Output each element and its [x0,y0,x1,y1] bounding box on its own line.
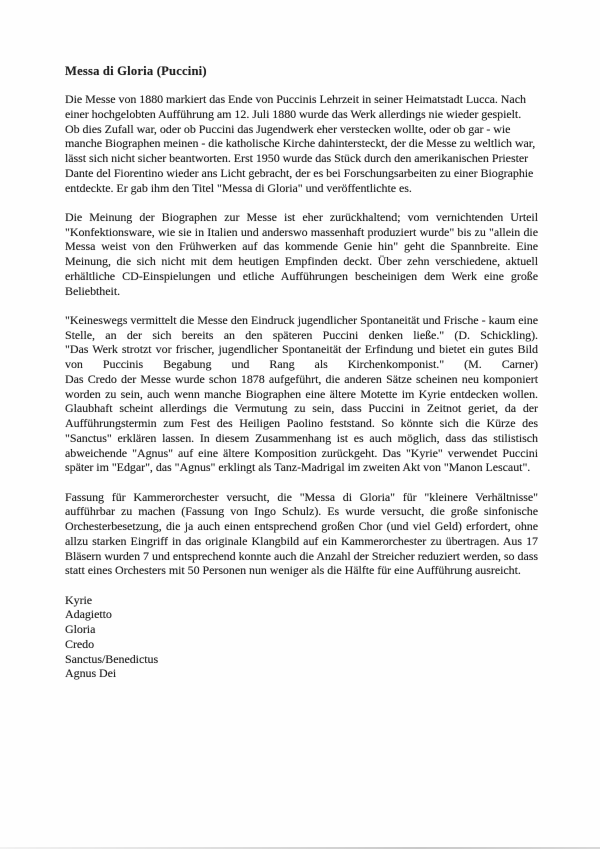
movement-list-item-gloria: Gloria [65,622,96,636]
paragraph-chamber-orchestra-version: Fassung für Kammerorchester versucht, die "Messa di Gloria" für "kleinere Verhältnisse" aufführbar zu machen (Fassung von Ingo Schulz). Es wurde versucht, die große sinfonische Orchesterbesetzung, die ja auch einen entsprechend großen Chor (und viel Geld) erfordert, ohne allzu starken Eingriff in das originale Klangbild auf ein Kammerorchester zu übertragen. Aus 17 Bläsern wurden 7 und entsprechend konnte auch die Anzahl der Streicher reduziert werden, so dass statt eines Orchesters mit 50 Personen nun weniger als die Hälfte für eine Aufführung ausreicht. [65,489,538,578]
movement-list-item-adagietto: Adagietto [65,607,112,622]
document-title: Messa di Gloria (Puccini) [65,64,207,78]
paragraph-history-1880: Die Messe von 1880 markiert das Ende von Puccinis Lehrzeit in seiner Heimatstadt Lucca. Nach einer hochgelobten Aufführung am 12. Juli 1880 wurde das Werk allerdings nie wieder gespielt. Ob dies Zufall war, oder ob Puccini das Jugendwerk eher verstecken wollte, oder ob gar - wie manche Biographen meinen - die katholische Kirche dahintersteckt, der die Messe zu weltlich war, lässt sich nicht sicher beantworten. Erst 1950 wurde das Stück durch den amerikanischen Priester Dante del Fiorentino wieder ans Licht gebracht, der es bei Forschungsarbeiten zu einer Biographie entdeckte. Er gab ihm den Titel "Messa di Gloria" und veröffentlichte es. [65,92,536,195]
movement-list-item-kyrie: Kyrie [65,592,93,607]
movement-list [65,593,538,682]
paragraph-quote-carner: "Das Werk strotzt vor frischer, jugendlicher Spontaneität der Erfindung und bietet ein gutes Bild von Puccinis Begabung und Rang als Kirchenkomponist." (M. Carner) [65,342,538,371]
movement-list-item-credo: Credo [65,636,95,651]
paragraph-biographers-opinion: Die Meinung der Biographen zur Messe ist eher zurückhaltend; vom vernichtenden Urteil "Konfektionsware, wie sie in Italien und anderswo massenhaft produziert wurde" bis zu "allein die Messa weist von den Frühwerken auf das kommende Genie hin" geht die Spannbreite. Eine Meinung, die sich nicht mit dem heutigen Empfinden deckt. Über zehn verschiedene, aktuell erhältliche CD-Einspielungen und etliche Aufführungen bescheinigen dem Werk eine große Beliebtheit. [65,209,538,298]
document-content [65,64,538,681]
movement-list-item-sanctus-benedictus: Sanctus/Benedictus [65,651,159,666]
paragraph-quote-schickling: "Keineswegs vermittelt die Messe den Eindruck jugendlicher Spontaneität und Frische - kaum eine Stelle, an der sich bereits an den späteren Puccini denken ließe." (D. Schickling). [65,312,538,342]
paragraph-credo-composition: Das Credo der Messe wurde schon 1878 aufgeführt, die anderen Sätze scheinen neu komponiert worden zu sein, auch wenn manche Biographen eine ältere Motette im Kyrie entdecken wollen. Glaubhaft scheint allerdings die Vermutung zu sein, dass Puccini in Zeitnot geriet, da der Aufführungstermin zum Fest des Heiligen Paolino feststand. So könnte sich die Kürze des "Sanctus" erklären lassen. In diesem Zusammenhang ist es auch möglich, dass das stilistisch abweichende "Agnus" auf eine ältere Komposition zurückgeht. Das "Kyrie" verwendet Puccini später im "Edgar", das "Agnus" erklingt als Tanz-Madrigal im zweiten Akt von "Manon Lescaut". [65,371,538,475]
movement-list-item-agnus-dei: Agnus Dei [65,666,117,681]
